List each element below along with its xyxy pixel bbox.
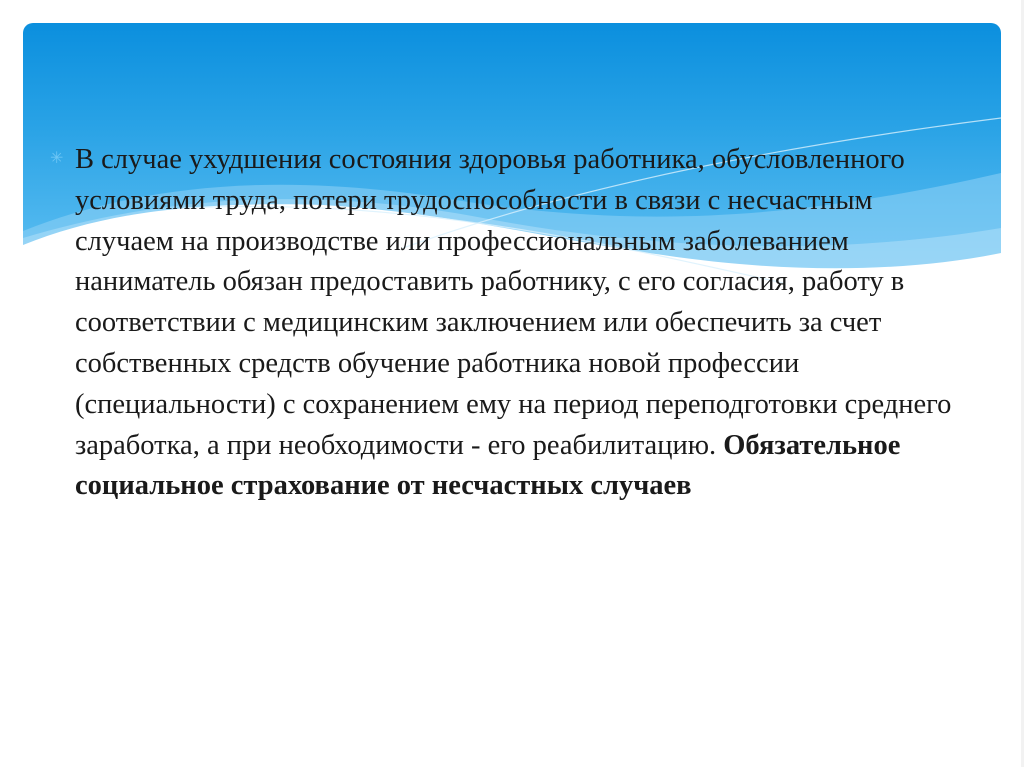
slide-body — [75, 140, 955, 507]
bold-heading-text: Обязательное социальное страхование от несчастных случаев — [75, 429, 901, 502]
asterisk-bullet-icon: ✳ — [50, 150, 64, 167]
body-text: В случае ухудшения состояния здоровья работника, обусловленного условиями труда, потери трудоспособности в связи с несчастным случаем на производстве или профессиональным заболеванием наниматель обязан предоставить работнику, с его согласия, работу в соответствии с медицинским заключением или обеспечить за счет собственных средств обучение работника новой профессии (специальности) с сохранением ему на период переподготовки среднего заработка, а при необходимости - его реабилитацию. — [75, 144, 952, 461]
